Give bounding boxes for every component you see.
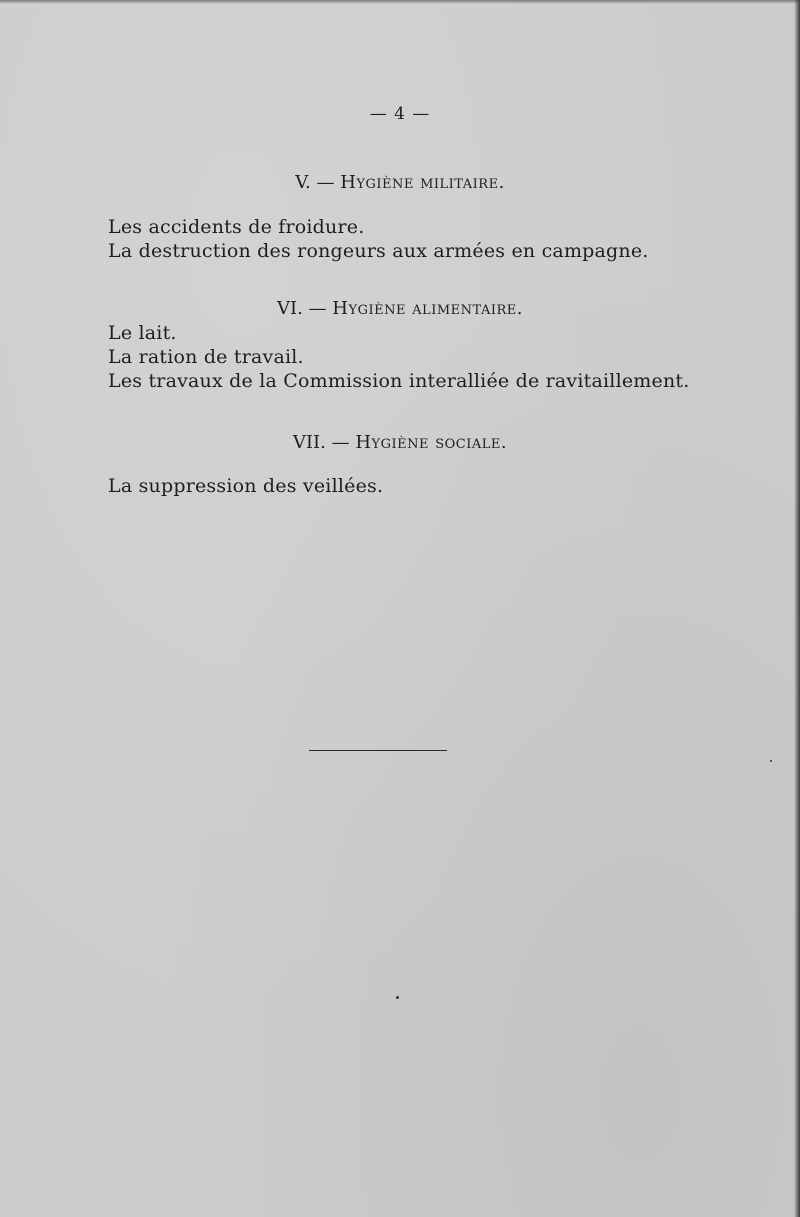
section-title: Hygiène alimentaire.	[332, 298, 523, 319]
section-line: La destruction des rongeurs aux armées en campagne.	[108, 240, 649, 262]
section-title: Hygiène militaire.	[340, 172, 505, 193]
paper-speck	[396, 996, 399, 999]
paper-speck	[770, 760, 772, 762]
section-numeral: V. —	[295, 172, 335, 193]
page-top-edge-shadow	[0, 0, 800, 4]
section-line: Le lait.	[108, 322, 177, 344]
section-line: La suppression des veillées.	[108, 475, 384, 497]
section-numeral: VI. —	[277, 298, 327, 319]
section-numeral: VII. —	[292, 432, 350, 453]
section-line: Les accidents de froidure.	[108, 216, 365, 238]
page-number: — 4 —	[369, 104, 431, 124]
section-heading-vii	[0, 432, 800, 453]
section-heading-v	[0, 172, 800, 193]
section-line: Les travaux de la Commission interalliée de ravitaillement.	[108, 370, 690, 392]
section-line: La ration de travail.	[108, 346, 304, 368]
end-rule	[309, 750, 447, 751]
section-heading-vi	[0, 298, 800, 319]
section-title: Hygiène sociale.	[355, 432, 508, 453]
